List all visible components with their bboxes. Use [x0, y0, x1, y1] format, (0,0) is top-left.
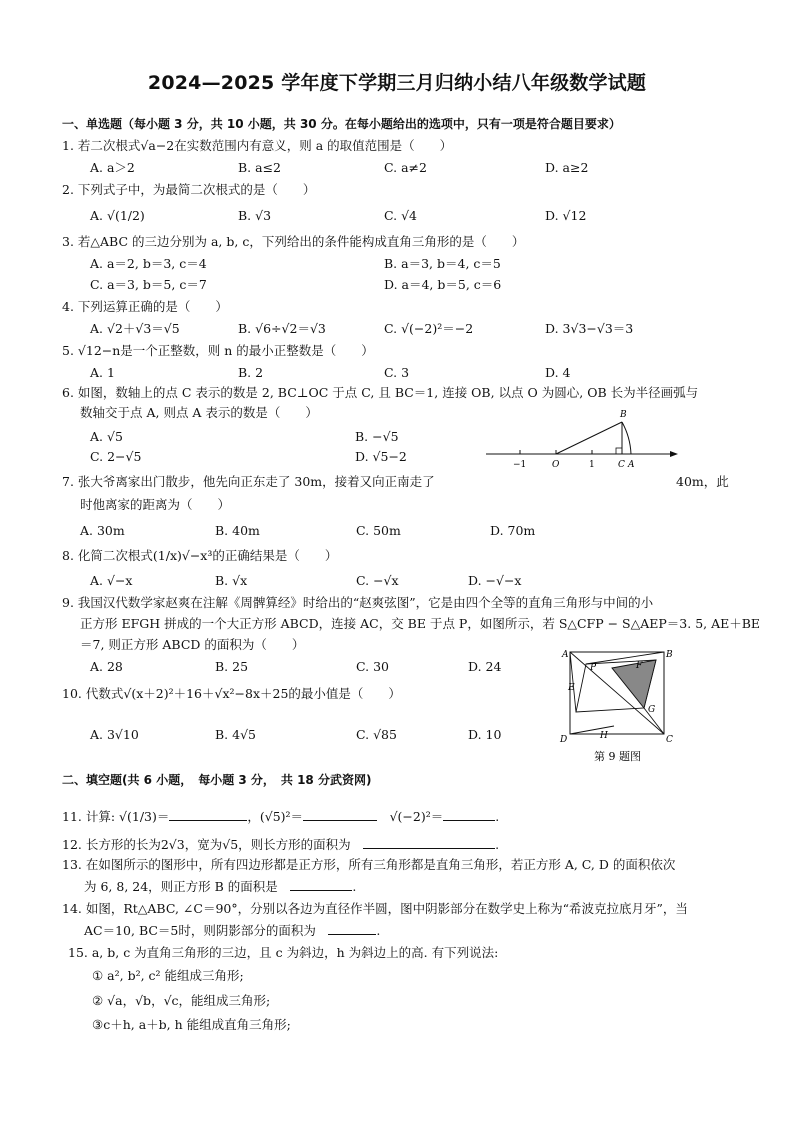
question-10-stem: 10. 代数式√(x＋2)²＋16＋√x²−8x＋25的最小值是（ ）	[62, 686, 401, 701]
question-5-option-c: C. 3	[384, 365, 410, 380]
question-13-tail: .	[352, 879, 357, 894]
question-11-part-2: ，(√5)²＝	[247, 809, 304, 824]
question-8-option-a: A. √−x	[90, 573, 133, 588]
question-14-text: 14. 如图，Rt△ABC, ∠C＝90°，分别以各边为直径作半圆，图中阴影部分在数学史上称为“希波克拉底月牙”，当	[62, 901, 688, 916]
question-4-stem: 4. 下列运算正确的是（ ）	[62, 299, 228, 314]
question-11-blank-1[interactable]	[169, 808, 247, 821]
question-12-tail: .	[495, 837, 500, 852]
question-15-item-1: ① a², b², c² 能组成三角形;	[92, 968, 244, 983]
question-10-option-c: C. √85	[356, 727, 397, 742]
figure-6-number-line	[482, 402, 682, 474]
question-9-option-c: C. 30	[356, 659, 389, 674]
question-11-line	[62, 808, 499, 825]
figure-6-label-a: A	[628, 460, 635, 470]
question-6-option-a: A. √5	[90, 429, 123, 444]
question-1-option-b: B. a≤2	[238, 160, 282, 175]
question-14-text2: AC＝10, BC＝5时，则阴影部分的面积为	[84, 923, 316, 938]
question-13-line2	[84, 878, 356, 895]
figure-6-label-b: B	[620, 410, 627, 420]
question-11-part-1: 11. 计算: √(1/3)＝	[62, 809, 170, 824]
question-3-option-d: D. a＝4, b＝5, c＝6	[384, 277, 502, 292]
question-5-option-a: A. 1	[90, 365, 115, 380]
question-4-option-a: A. √2＋√3＝√5	[90, 321, 180, 336]
figure-9-caption: 第 9 题图	[594, 750, 641, 763]
question-6-option-c: C. 2−√5	[90, 449, 142, 464]
question-5-stem: 5. √12−n是一个正整数，则 n 的最小正整数是（ ）	[62, 343, 374, 358]
question-2-option-d: D. √12	[545, 208, 587, 223]
question-7-option-c: C. 50m	[356, 523, 401, 538]
question-11-blank-3[interactable]	[443, 808, 495, 821]
question-11-part-3: √(−2)²＝	[377, 809, 444, 824]
question-9-stem: 9. 我国汉代数学家赵爽在注解《周髀算经》时给出的“赵爽弦图”，它是由四个全等的直角三角形与中间的小	[62, 595, 654, 610]
question-8-option-b: B. √x	[215, 573, 248, 588]
question-5-option-d: D. 4	[545, 365, 571, 380]
question-1-option-a: A. a＞2	[90, 160, 135, 175]
question-2-stem: 2. 下列式子中，为最简二次根式的是（ ）	[62, 182, 316, 197]
question-7-stem-tail: 40m，此	[676, 474, 729, 489]
question-15-item-3: ③c＋h, a＋b, h 能组成直角三角形;	[92, 1017, 291, 1032]
question-13-text: 13. 在如图所示的图形中，所有四边形都是正方形，所有三角形都是直角三角形，若正方形 A, C, D 的面积依次	[62, 857, 676, 872]
question-7-stem-line2: 时他离家的距离为（ ）	[80, 497, 231, 512]
question-11-part-4: .	[495, 809, 500, 824]
question-12-text: 12. 长方形的长为2√3，宽为√5，则长方形的面积为	[62, 837, 351, 852]
figure-9-label-d: D	[560, 735, 568, 745]
question-9-option-b: B. 25	[215, 659, 249, 674]
figure-9-label-f: F	[636, 661, 643, 671]
question-2-option-c: C. √4	[384, 208, 417, 223]
figure-6-tick-o: O	[552, 460, 560, 470]
figure-6-tick-1: 1	[589, 460, 595, 470]
question-14-line2	[84, 922, 380, 939]
question-2-option-a: A. √(1/2)	[90, 208, 145, 223]
question-15-item-2: ② √a，√b，√c，能组成三角形;	[92, 993, 271, 1008]
question-13-blank[interactable]	[290, 878, 352, 891]
figure-9-label-b: B	[666, 650, 673, 660]
question-3-option-a: A. a＝2, b＝3, c＝4	[90, 256, 207, 271]
figure-6-label-c: C	[618, 460, 625, 470]
question-6-stem-line2: 数轴交于点 A, 则点 A 表示的数是（ ）	[80, 405, 318, 420]
question-14-blank[interactable]	[328, 922, 376, 935]
figure-9-zhao-shuang-diagram	[556, 646, 676, 768]
question-1-stem: 1. 若二次根式√a−2在实数范围内有意义，则 a 的取值范围是（ ）	[62, 138, 453, 153]
figure-9-label-g: G	[648, 705, 656, 715]
question-1-option-c: C. a≠2	[384, 160, 427, 175]
question-3-option-c: C. a＝3, b＝5, c＝7	[90, 277, 207, 292]
question-6-stem: 6. 如图，数轴上的点 C 表示的数是 2, BC⊥OC 于点 C, 且 BC＝1, 连接 OB, 以点 O 为圆心, OB 长为半径画弧与	[62, 385, 699, 400]
question-3-stem: 3. 若△ABC 的三边分别为 a, b, c，下列给出的条件能构成直角三角形的是（ ）	[62, 234, 525, 249]
question-5-option-b: B. 2	[238, 365, 264, 380]
page-title: 2024—2025 学年度下学期三月归纳小结八年级数学试题	[147, 72, 647, 94]
question-7-option-b: B. 40m	[215, 523, 260, 538]
question-10-option-a: A. 3√10	[90, 727, 139, 742]
question-4-option-c: C. √(−2)²＝−2	[384, 321, 474, 336]
question-7-stem: 7. 张大爷离家出门散步，他先向正东走了 30m，接着又向正南走了	[62, 474, 435, 489]
question-9-stem-line3: ＝7, 则正方形 ABCD 的面积为（ ）	[80, 637, 305, 652]
question-4-option-d: D. 3√3−√3＝3	[545, 321, 634, 336]
question-9-option-d: D. 24	[468, 659, 502, 674]
question-7-option-d: D. 70m	[490, 523, 536, 538]
section-1-heading: 一、单选题（每小题 3 分，共 10 小题，共 30 分。在每小题给出的选项中，只有一项是符合题目要求）	[62, 117, 621, 131]
question-9-stem-line2: 正方形 EFGH 拼成的一个大正方形 ABCD，连接 AC，交 BE 于点 P，如图所示，若 S△CFP − S△AEP＝3. 5, AE＋BE	[80, 616, 761, 631]
question-1-option-d: D. a≥2	[545, 160, 589, 175]
question-8-option-c: C. −√x	[356, 573, 399, 588]
question-4-option-b: B. √6÷√2＝√3	[238, 321, 326, 336]
question-10-option-d: D. 10	[468, 727, 502, 742]
question-12-blank[interactable]	[363, 836, 495, 849]
question-8-option-d: D. −√−x	[468, 573, 522, 588]
question-10-option-b: B. 4√5	[215, 727, 257, 742]
question-6-option-d: D. √5−2	[355, 449, 407, 464]
question-3-option-b: B. a＝3, b＝4, c＝5	[384, 256, 501, 271]
figure-9-label-p: P	[590, 663, 597, 673]
question-9-option-a: A. 28	[90, 659, 123, 674]
question-12-line	[62, 836, 499, 853]
figure-9-label-a: A	[562, 650, 569, 660]
question-8-stem: 8. 化简二次根式(1/x)√−x³的正确结果是（ ）	[62, 548, 338, 563]
question-6-option-b: B. −√5	[355, 429, 399, 444]
question-7-option-a: A. 30m	[80, 523, 125, 538]
figure-9-label-h: H	[600, 731, 608, 741]
question-11-blank-2[interactable]	[303, 808, 377, 821]
figure-9-label-c: C	[666, 735, 673, 745]
figure-9-label-e: E	[568, 683, 575, 693]
section-2-heading: 二、填空题(共 6 小题， 每小题 3 分， 共 18 分武资网)	[62, 773, 372, 787]
figure-6-tick-minus1: −1	[513, 460, 527, 470]
question-2-option-b: B. √3	[238, 208, 272, 223]
question-13-text2: 为 6, 8, 24，则正方形 B 的面积是	[84, 879, 278, 894]
question-14-tail: .	[376, 923, 381, 938]
question-15-text: 15. a, b, c 为直角三角形的三边，且 c 为斜边，h 为斜边上的高. 有下列说法:	[68, 945, 499, 960]
